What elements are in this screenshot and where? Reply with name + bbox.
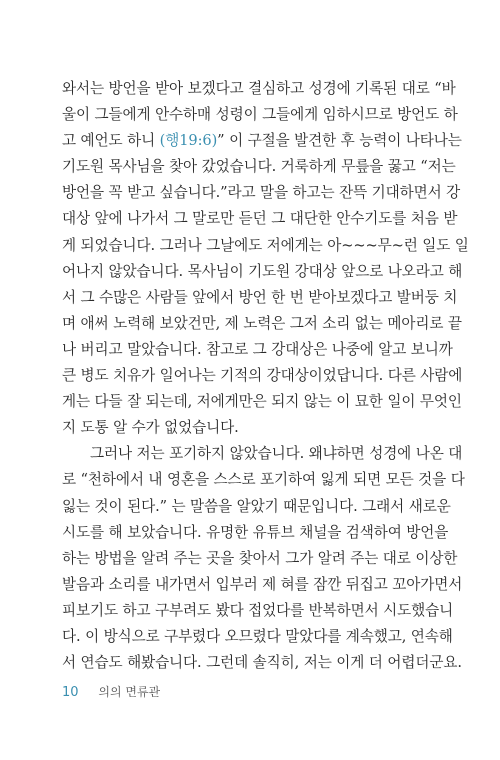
text-line: 그러나 저는 포기하지 않았습니다. 왜냐하면 성경에 나온 대 [90, 445, 463, 463]
text-line: 시도를 해 보았습니다. 유명한 유튜브 채널을 검색하여 방언을 [62, 523, 449, 541]
text-line: 발음과 소리를 내가면서 입부러 제 혀를 잠깐 뒤집고 꼬아가면서 [62, 575, 463, 593]
text-line: 다. 이 방식으로 구부렸다 오므렸다 말았다를 계속했고, 연속해 [62, 627, 453, 645]
page-number: 10 [62, 685, 79, 700]
text-line: 대상 앞에 나가서 그 말로만 듣던 그 대단한 안수기도를 처음 받 [62, 210, 458, 228]
text-line [62, 128, 462, 154]
bible-reference: (행19:6) [159, 132, 218, 150]
text-line: 피보기도 하고 구부려도 봤다 접었다를 반복하면서 시도했습니 [62, 601, 454, 619]
body-text [62, 76, 469, 676]
paragraph-1 [62, 76, 469, 441]
text-line: 게 되었습니다. 그러나 그날에도 저에게는 아~~~무~런 일도 일 [62, 236, 469, 254]
text-line: 어나지 않았습니다. 목사님이 기도원 강대상 앞으로 나오라고 해 [62, 262, 463, 280]
paragraph-2 [62, 441, 465, 676]
running-title: 의의 면류관 [98, 685, 161, 699]
text-line: 서 그 수많은 사람들 앞에서 방언 한 번 받아보겠다고 발버둥 치 [62, 288, 458, 306]
text-line: 로 “천하에서 내 영혼을 스스로 포기하여 잃게 되면 모든 것을 다 [62, 471, 465, 489]
text-line: 와서는 방언을 받아 보겠다고 결심하고 성경에 기록된 대로 “바 [62, 80, 456, 97]
text-segment: 고 예언도 하니 [62, 132, 160, 150]
text-line: 울이 그들에게 안수하매 성령이 그들에게 임하시므로 방언도 하 [62, 106, 458, 124]
text-line: 방언을 꼭 받고 싶습니다.”라고 말을 하고는 잔뜩 기대하면서 강 [62, 184, 461, 202]
text-line: 잃는 것이 된다.” 는 말씀을 알았기 때문입니다. 그래서 새로운 [62, 497, 451, 515]
text-line: 나 버리고 말았습니다. 참고로 그 강대상은 나중에 알고 보니까 [62, 340, 453, 358]
page-footer [62, 683, 160, 700]
text-line: 큰 병도 치유가 일어나는 기적의 강대상이었답니다. 다른 사람에 [62, 367, 463, 385]
text-line: 하는 방법을 알려 주는 곳을 찾아서 그가 알려 주는 대로 이상한 [62, 549, 458, 567]
text-line: 지 도통 알 수가 없었습니다. [62, 419, 239, 437]
text-line: 기도원 목사님을 찾아 갔었습니다. 거룩하게 무릎을 꿇고 “저는 [62, 158, 456, 176]
text-segment: ” 이 구절을 발견한 후 능력이 나타나는 [217, 132, 462, 150]
text-line: 게는 다들 잘 되는데, 저에게만은 되지 않는 이 묘한 일이 무엇인 [62, 393, 462, 411]
text-line: 며 애써 노력해 보았건만, 제 노력은 그저 소리 없는 메아리로 끝 [62, 314, 462, 332]
text-line: 서 연습도 해봤습니다. 그런데 솔직히, 저는 이게 더 어렵더군요. [62, 654, 462, 672]
